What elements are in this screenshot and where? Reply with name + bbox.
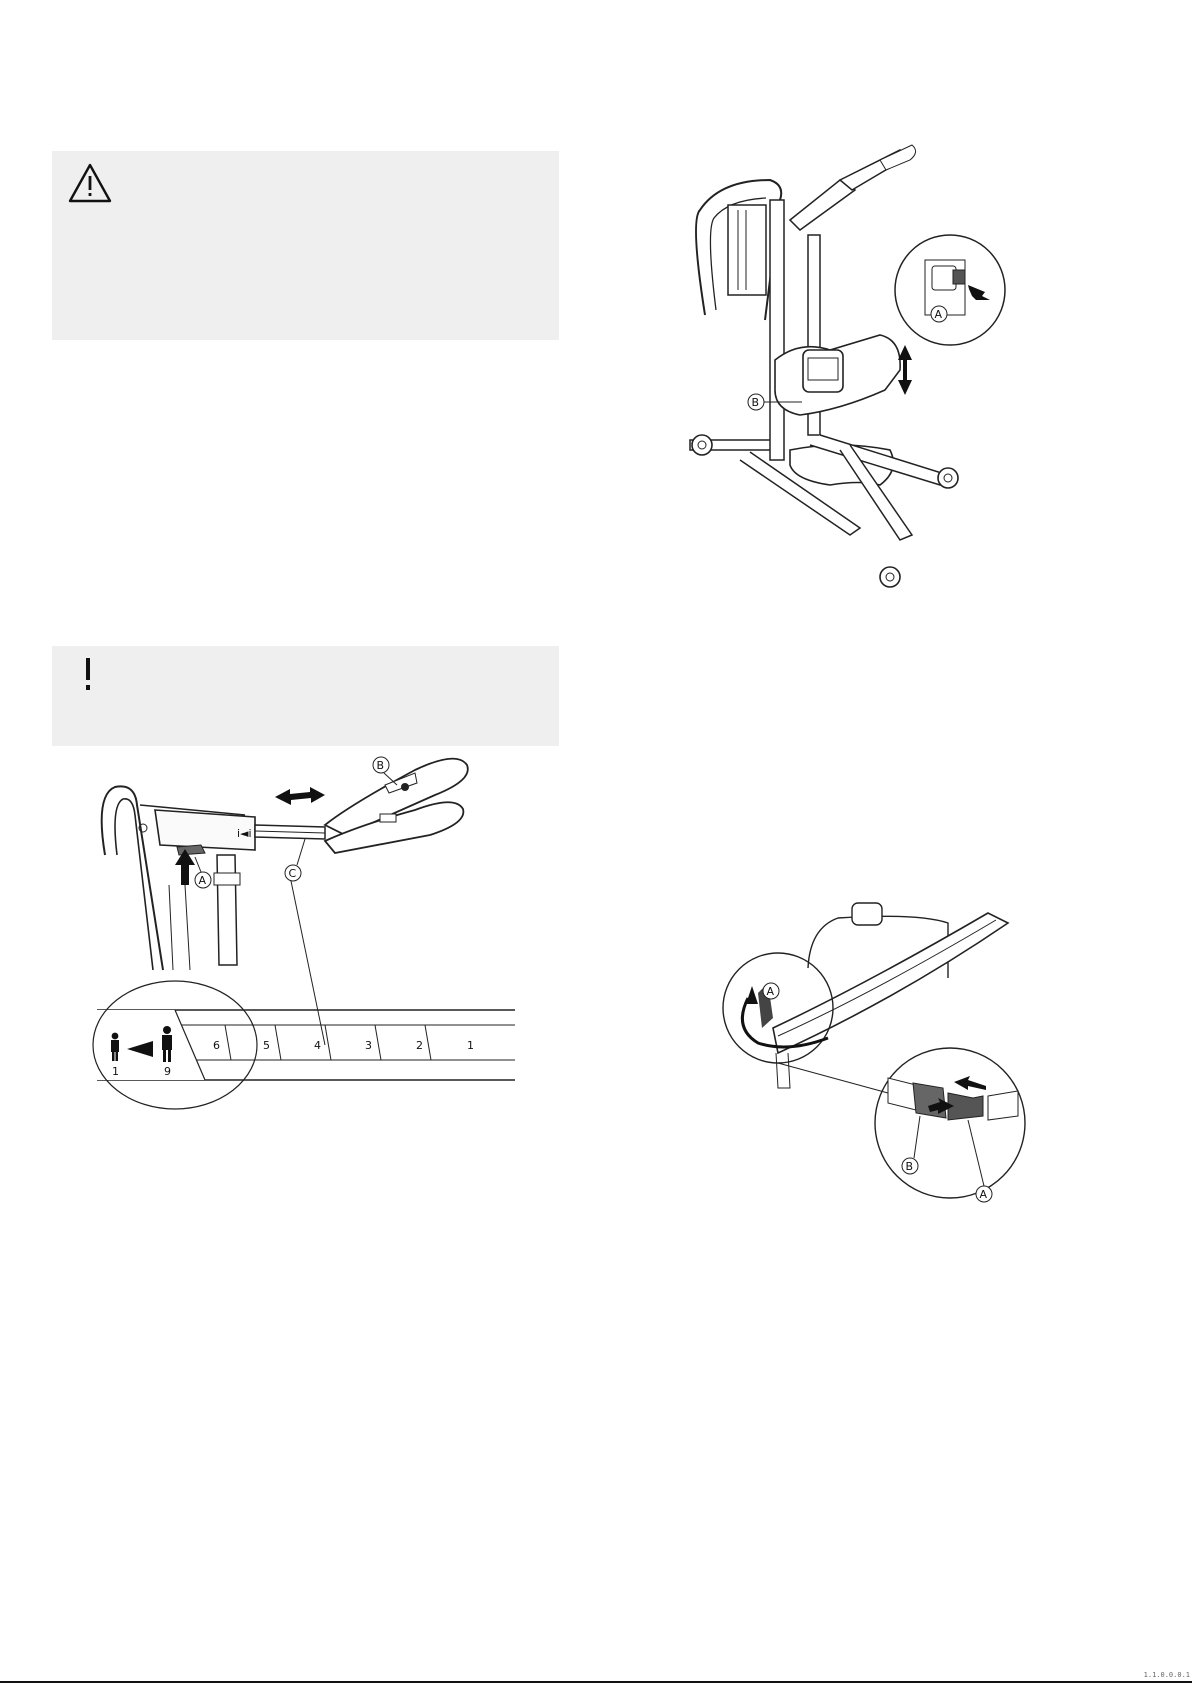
exclamation-icon [81,658,95,692]
scale-number-4: 4 [314,1039,321,1052]
belt-buckle-figure [718,888,1058,1228]
lift-callout-a: A [934,308,943,321]
scale-number-6: 6 [213,1039,220,1052]
callout-b: B [376,759,385,772]
warning-triangle-icon [67,162,113,204]
belt-callout-a-upper: A [766,985,775,998]
footer-rule [0,1681,1192,1683]
belt-callout-b: B [905,1160,914,1173]
warning-notice-box [52,151,559,340]
lift-device-figure [680,140,1050,600]
caution-notice-box [52,646,559,746]
callout-c: C [288,867,297,880]
footer-code: 1.1.0.0.0.1 [1143,1671,1190,1679]
scale-number-1: 1 [467,1039,474,1052]
callout-a: A [198,874,207,887]
person-small-label: 1 [112,1065,119,1078]
person-large-label: 9 [164,1065,171,1078]
handle-adjustment-figure [85,745,525,1125]
lift-callout-b: B [751,396,760,409]
belt-callout-a-lower: A [979,1188,988,1201]
scale-number-2: 2 [416,1039,423,1052]
scale-number-5: 5 [263,1039,270,1052]
svg-text:i◄i: i◄i [237,827,252,840]
scale-number-3: 3 [365,1039,372,1052]
